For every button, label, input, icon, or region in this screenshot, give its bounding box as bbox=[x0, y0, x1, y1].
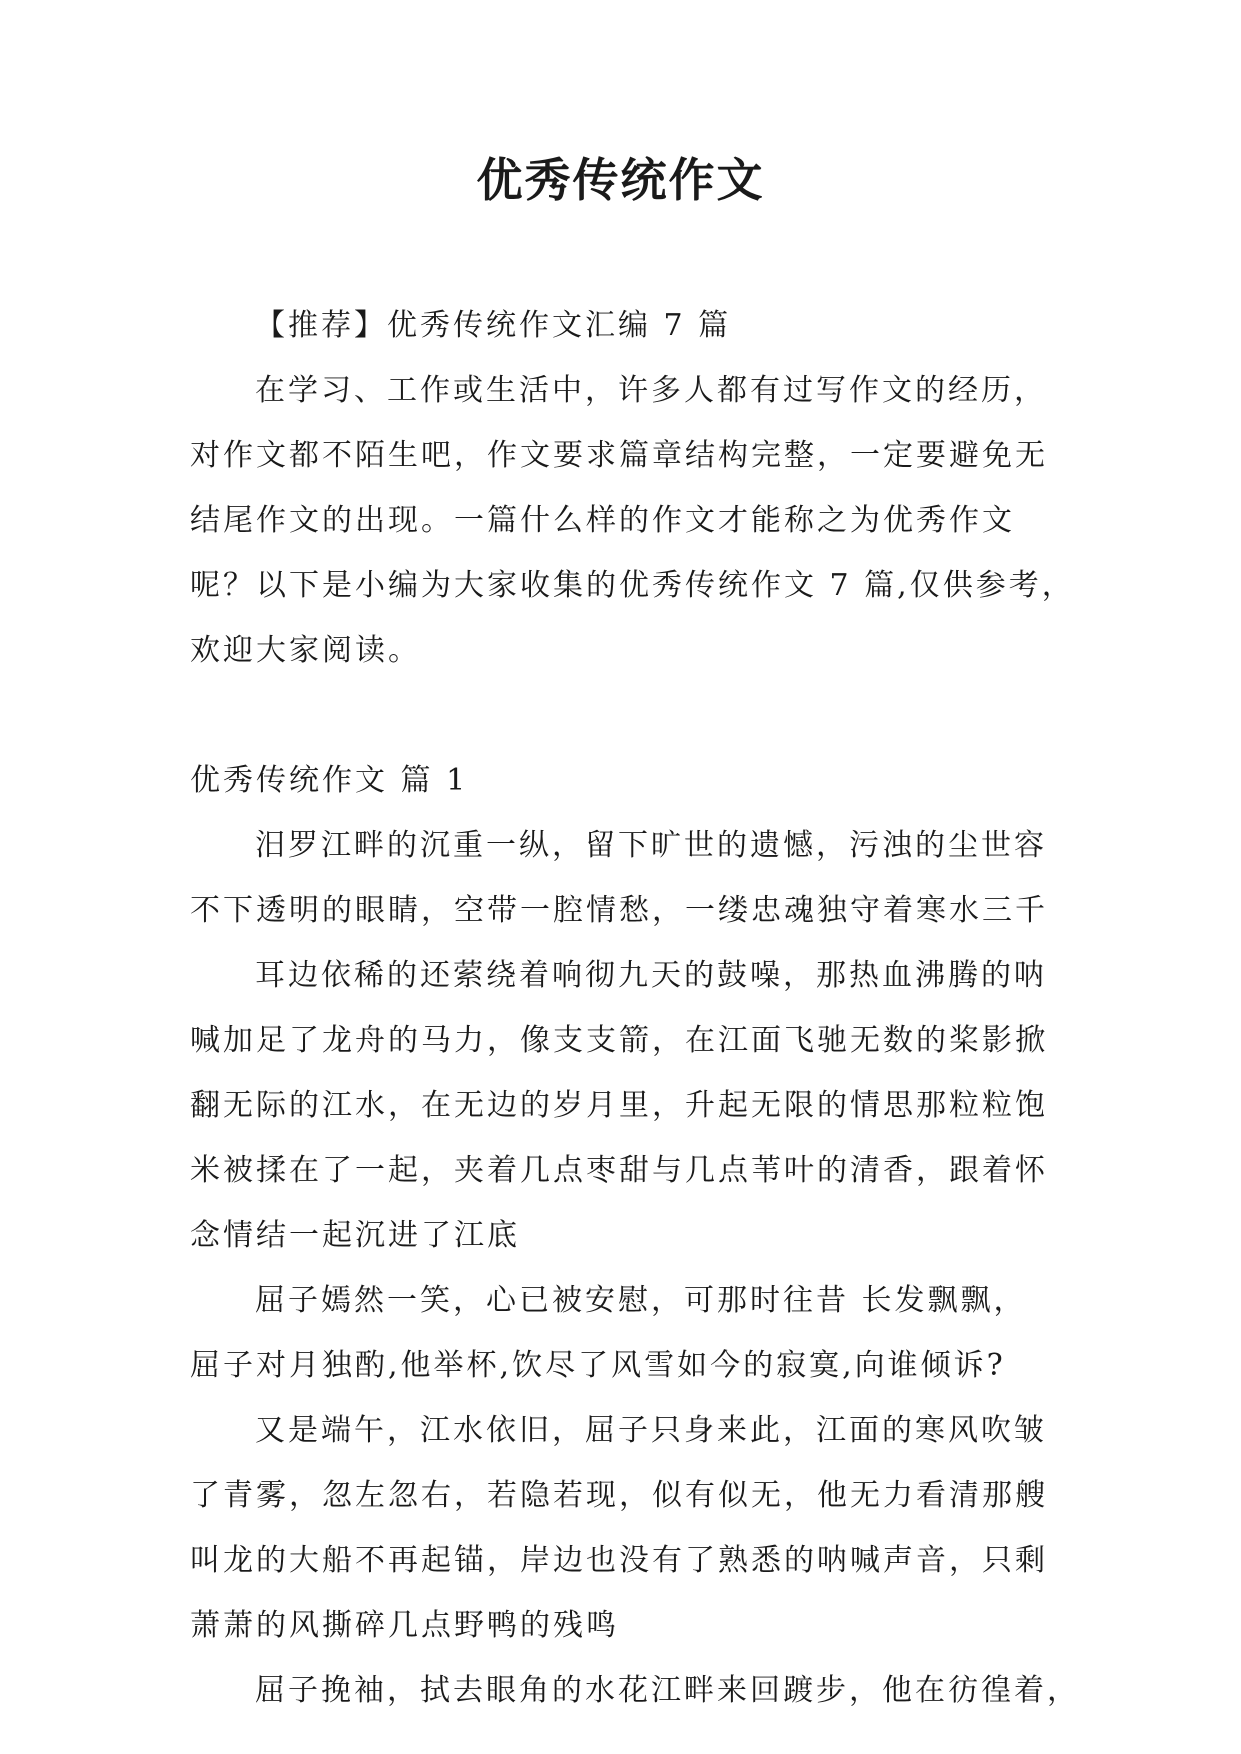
body-line: 喊加足了龙舟的马力，像支支箭，在江面飞驰无数的桨影掀 bbox=[190, 1023, 1048, 1058]
body-line: 米被揉在了一起，夹着几点枣甜与几点苇叶的清香，跟着怀 bbox=[190, 1153, 1048, 1188]
body-line: 耳边依稀的还萦绕着响彻九天的鼓噪，那热血沸腾的呐 bbox=[255, 958, 1047, 993]
body-line: 结尾作文的出现。一篇什么样的作文才能称之为优秀作文 bbox=[190, 503, 1015, 538]
body-line: 翻无际的江水，在无边的岁月里，升起无限的情思那粒粒饱 bbox=[190, 1088, 1048, 1123]
body-line: 对作文都不陌生吧，作文要求篇章结构完整，一定要避免无 bbox=[190, 438, 1048, 473]
body-line: 欢迎大家阅读。 bbox=[190, 633, 421, 668]
body-line: 在学习、工作或生活中，许多人都有过写作文的经历， bbox=[255, 373, 1047, 408]
body-line: 叫龙的大船不再起锚，岸边也没有了熟悉的呐喊声音，只剩 bbox=[190, 1543, 1048, 1578]
intro-heading-line: 【推荐】优秀传统作文汇编 7 篇 bbox=[255, 308, 732, 343]
document-title: 优秀传统作文 bbox=[476, 153, 765, 207]
body-line: 汨罗江畔的沉重一纵，留下旷世的遗憾，污浊的尘世容 bbox=[255, 828, 1047, 863]
document-body bbox=[190, 293, 1080, 1723]
body-line: 屈子挽袖，拭去眼角的水花江畔来回踱步，他在彷徨着， bbox=[255, 1673, 1080, 1708]
body-line: 不下透明的眼睛，空带一腔情愁，一缕忠魂独守着寒水三千 bbox=[190, 893, 1048, 928]
body-line: 念情结一起沉进了江底 bbox=[190, 1218, 520, 1253]
body-line: 萧萧的风撕碎几点野鸭的残鸣 bbox=[190, 1608, 619, 1643]
body-line: 呢？以下是小编为大家收集的优秀传统作文 7 篇,仅供参考， bbox=[190, 568, 1075, 603]
body-line: 又是端午，江水依旧，屈子只身来此，江面的寒风吹皱 bbox=[255, 1413, 1047, 1448]
body-line: 屈子嫣然一笑，心已被安慰，可那时往昔 长发飘飘， bbox=[255, 1283, 1027, 1318]
body-line: 屈子对月独酌,他举杯,饮尽了风雪如今的寂寞,向谁倾诉? bbox=[190, 1348, 1006, 1383]
body-line: 了青雾，忽左忽右，若隐若现，似有似无，他无力看清那艘 bbox=[190, 1478, 1048, 1513]
section-heading: 优秀传统作文 篇 1 bbox=[190, 763, 469, 798]
